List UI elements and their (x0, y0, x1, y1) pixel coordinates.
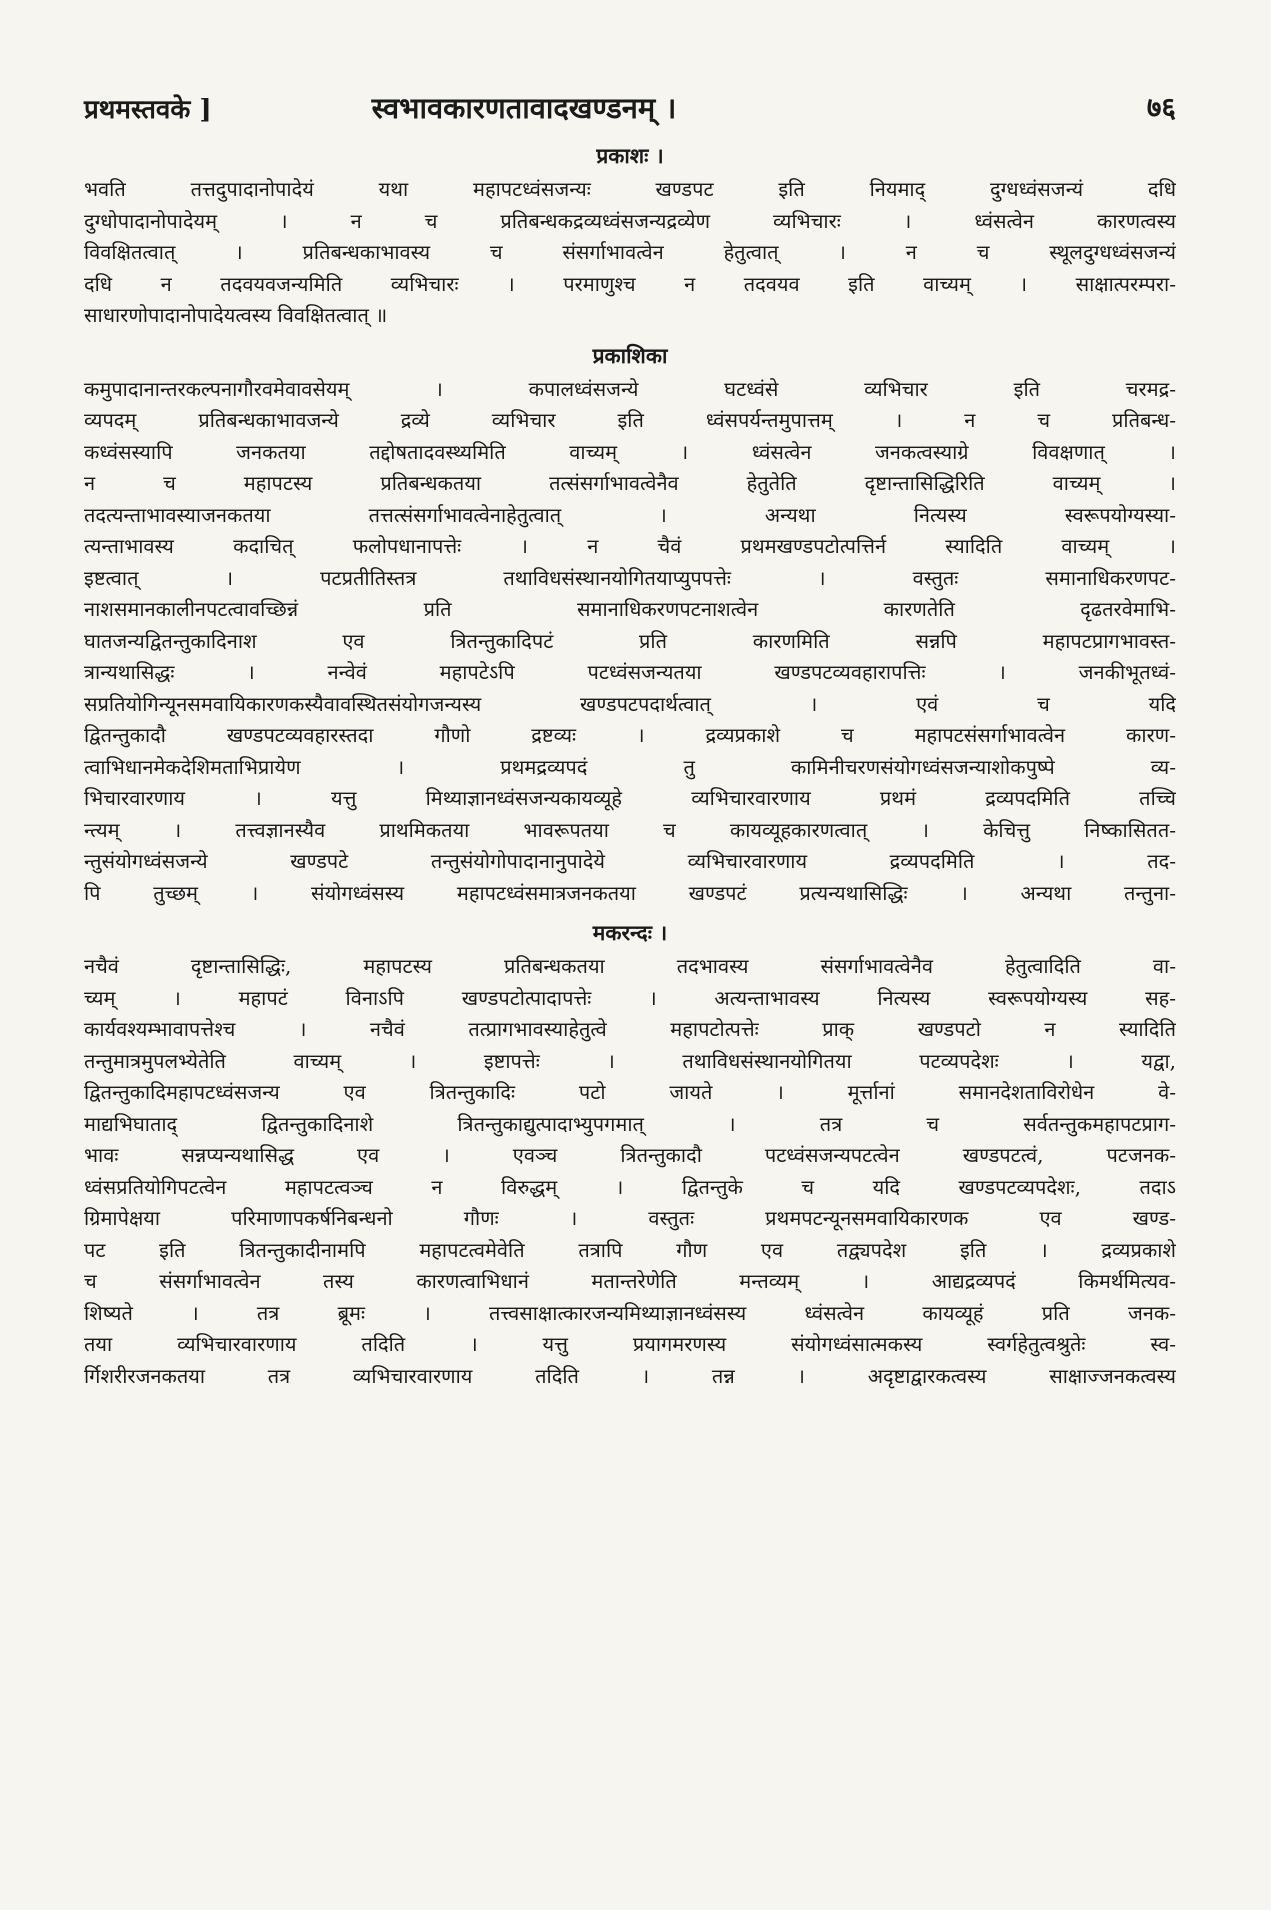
text-line: तन्तुमात्रमुपलभ्येतेति वाच्यम् । इष्टापत्तेः । तथाविधसंस्थानयोगितया पटव्यपदेशः । यद्वा, (84, 1048, 1176, 1073)
page-number: ७६ (1146, 91, 1176, 124)
text-line: घातजन्यद्वितन्तुकादिनाश एव त्रितन्तुकादिपटं प्रति कारणमिति सन्नपि महापटप्रागभावस्त- (84, 628, 1176, 653)
text-line: त्यन्ताभावस्य कदाचित् फलोपधानापत्तेः । न चैवं प्रथमखण्डपटोत्पत्तिर्न स्यादिति वाच्यम् । (84, 534, 1176, 558)
text-line: कध्वंसस्यापि जनकतया तद्दोषतादवस्थ्यमिति वाच्यम् । ध्वंसत्वेन जनकत्वस्याग्रे विवक्षणात् । (84, 439, 1176, 464)
text-line: न च महापटस्य प्रतिबन्धकतया तत्संसर्गाभावत्वेनैव हेतुतेति दृष्टान्तासिद्धिरिति वाच्यम् । (84, 471, 1176, 495)
section-title: प्रकाशिका (592, 342, 668, 368)
prakashika-section (84, 342, 1176, 910)
text-line: त्वाभिधानमेकदेशिमताभिप्रायेण । प्रथमद्रव्यपदं तु कामिनीचरणसंयोगध्वंसजन्याशोकपुष्पे व्य- (84, 754, 1176, 779)
section-title: मकरन्दः । (592, 920, 668, 945)
text-line: च संसर्गाभावत्वेन तस्य कारणत्वाभिधानं मतान्तरेणेति मन्तव्यम् । आद्यद्रव्यपदं किमर्थमित्यव- (84, 1269, 1176, 1293)
text-line: इष्टत्वात् । पटप्रतीतिस्तत्र तथाविधसंस्थानयोगितयाप्युपपत्तेः । वस्तुतः समानाधिकरणपट- (84, 565, 1176, 590)
text-line: भावः सन्नप्यन्यथासिद्ध एव । एवञ्च त्रितन्तुकादौ पटध्वंसजन्यपटत्वेन खण्डपटत्वं, पटजनक- (84, 1143, 1176, 1167)
text-line: विवक्षितत्वात् । प्रतिबन्धकाभावस्य च संसर्गाभावत्वेन हेतुत्वात् । न च स्थूलदुग्धध्वंसजन्यं (84, 240, 1176, 264)
text-line: पट इति त्रितन्तुकादीनामपि महापटत्वमेवेति तत्रापि गौण एव तद्व्यपदेश इति । द्रव्यप्रकाशे (84, 1237, 1176, 1262)
text-line: साधारणोपादानोपादेयत्वस्य विवक्षितत्वात् ॥ (84, 303, 388, 327)
text-line: च्यम् । महापटं विनाऽपि खण्डपटोत्पादापत्तेः । अत्यन्ताभावस्य नित्यस्य स्वरूपयोग्यस्य सह- (84, 985, 1176, 1010)
text-line: शिष्यते । तत्र ब्रूमः । तत्त्वसाक्षात्कारजन्यमिथ्याज्ञानध्वंसस्य ध्वंसत्वेन कायव्यूहं प्रति जनक- (84, 1300, 1176, 1325)
makaranda-section (84, 919, 1176, 1392)
text-line: भवति तत्तदुपादानोपादेयं यथा महापटध्वंसजन्यः खण्डपट इति नियमाद् दुग्धध्वंसजन्यं दधि (84, 177, 1176, 201)
text-line: कमुपादानान्तरकल्पनागौरवमेवावसेयम् । कपालध्वंसजन्ये घटध्वंसे व्यभिचार इति चरमद्र- (84, 376, 1176, 401)
text-line: तदत्यन्ताभावस्याजनकतया तत्तत्संसर्गाभावत्वेनाहेतुत्वात् । अन्यथा नित्यस्य स्वरूपयोग्यस्या- (84, 502, 1176, 527)
text-line: व्यपदम् प्रतिबन्धकाभावजन्ये द्रव्ये व्यभिचार इति ध्वंसपर्यन्तमुपात्तम् । न च प्रतिबन्ध- (84, 408, 1176, 432)
text-line: माद्यभिघाताद् द्वितन्तुकादिनाशे त्रितन्तुकाद्युत्पादाभ्युपगमात् । तत्र च सर्वतन्तुकमहापटप्राग- (84, 1111, 1176, 1136)
text-line: ध्वंसप्रतियोगिपटत्वेन महापटत्वञ्च न विरुद्धम् । द्वितन्तुके च यदि खण्डपटव्यपदेशः, तदाऽ (84, 1174, 1176, 1199)
text-line: द्वितन्तुकादिमहापटध्वंसजन्य एव त्रितन्तुकादिः पटो जायते । मूर्त्तानां समानदेशताविरोधेन वे- (84, 1080, 1176, 1104)
text-line: द्वितन्तुकादौ खण्डपटव्यवहारस्तदा गौणो द्रष्टव्यः । द्रव्यप्रकाशे च महापटसंसर्गाभावत्वेन कारण- (84, 723, 1176, 747)
text-line: कार्यवश्यम्भावापत्तेश्च । नचैवं तत्प्रागभावस्याहेतुत्वे महापटोत्पत्तेः प्राक् खण्डपटो न स्यादिति (84, 1017, 1176, 1041)
section-title: प्रकाशः । (596, 143, 664, 168)
chapter-title: स्वभावकारणतावादखण्डनम् । (371, 91, 677, 125)
section-marker: प्रथमस्तवके ] (84, 95, 212, 125)
text-line: पि तुच्छम् । संयोगध्वंसस्य महापटध्वंसमात्रजनकतया खण्डपटं प्रत्यन्यथासिद्धिः । अन्यथा तन्तुना- (84, 880, 1176, 905)
text-line: तया व्यभिचारवारणाय तदिति । यत्तु प्रयागमरणस्य संयोगध्वंसात्मकस्य स्वर्गहेतुत्वश्रुतेः स्व- (84, 1332, 1176, 1356)
text-line: न्त्यम् । तत्त्वज्ञानस्यैव प्राथमिकतया भावरूपतया च कायव्यूहकारणत्वात् । केचित्तु निष्कासितत- (84, 817, 1176, 842)
prakasha-section (84, 142, 1176, 332)
text-line: दुग्धोपादानोपादेयम् । न च प्रतिबन्धकद्रव्यध्वंसजन्यद्रव्येण व्यभिचारः । ध्वंसत्वेन कारणत्वस्य (84, 208, 1176, 233)
text-line: नचैवं दृष्टान्तासिद्धिः, महापटस्य प्रतिबन्धकतया तदभावस्य संसर्गाभावत्वेनैव हेतुत्वादिति वा- (84, 954, 1176, 978)
text-line: दधि न तदवयवजन्यमिति व्यभिचारः । परमाणुश्च न तदवयव इति वाच्यम् । साक्षात्परम्परा- (84, 271, 1176, 296)
text-line: सप्रतियोगिन्यूनसमवायिकारणकस्यैवावस्थितसंयोगजन्यस्य खण्डपटपदार्थत्वात् । एवं च यदि (84, 691, 1176, 716)
text-line: र्गिशरीरजनकतया तत्र व्यभिचारवारणाय तदिति । तन्न । अदृष्टाद्वारकत्वस्य साक्षाज्जनकत्वस्य (84, 1363, 1176, 1388)
text-line: त्रान्यथासिद्धः । नन्वेवं महापटेऽपि पटध्वंसजन्यतया खण्डपटव्यवहारापत्तिः । जनकीभूतध्वं- (84, 660, 1176, 684)
text-line: नाशसमानकालीनपटत्वावच्छिन्नं प्रति समानाधिकरणपटनाशत्वेन कारणतेति दृढतरवेमाभि- (84, 597, 1176, 621)
text-line: न्तुसंयोगध्वंसजन्ये खण्डपटे तन्तुसंयोगोपादानानुपादेये व्यभिचारवारणाय द्रव्यपदमिति । तद- (84, 849, 1176, 873)
running-header (84, 88, 1176, 132)
text-line: भिचारवारणाय । यत्तु मिथ्याज्ञानध्वंसजन्यकायव्यूहे व्यभिचारवारणाय प्रथमं द्रव्यपदमिति तच्चि (84, 786, 1176, 810)
book-page (84, 88, 1176, 1392)
text-line: ग्रिमापेक्षया परिमाणापकर्षनिबन्धनो गौणः । वस्तुतः प्रथमपटन्यूनसमवायिकारणक एव खण्ड- (84, 1206, 1176, 1230)
